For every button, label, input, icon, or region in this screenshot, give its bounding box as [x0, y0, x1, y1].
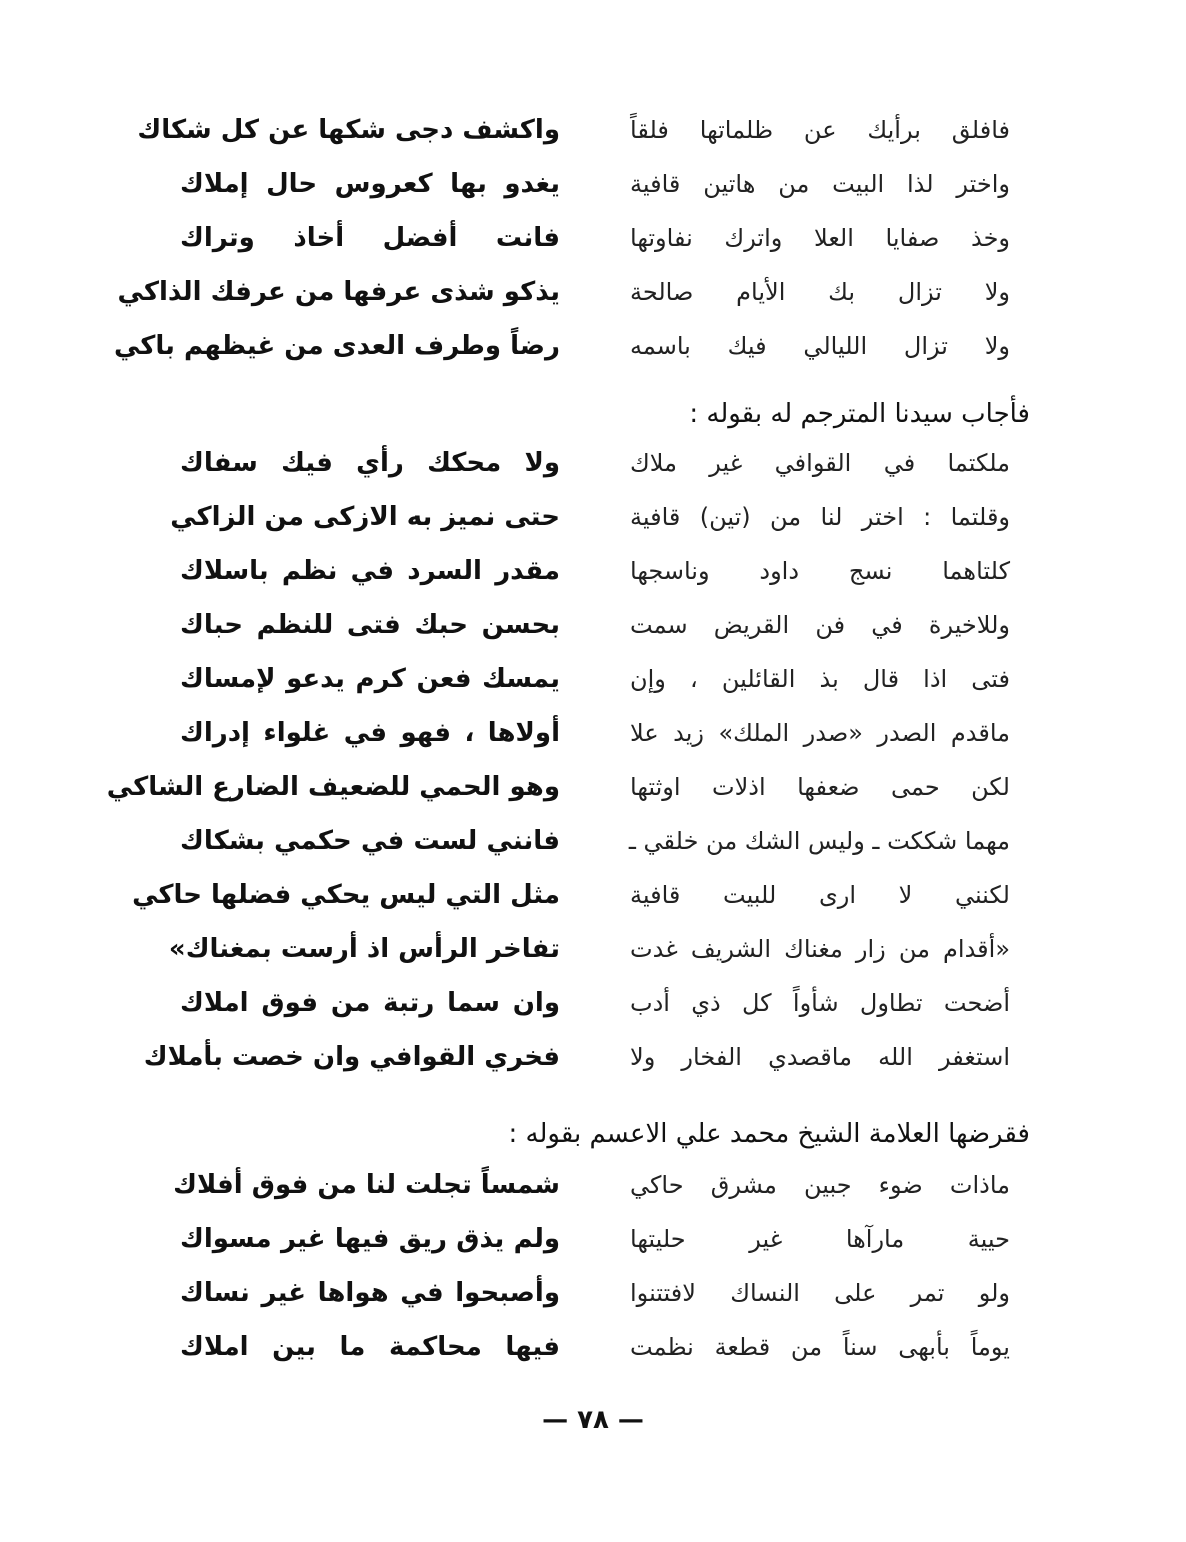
- verse-line: [180, 598, 1010, 652]
- verse-line: [180, 1266, 1010, 1320]
- verse-line: [137, 103, 1010, 157]
- first-hemistich: مهما شككت ـ وليس الشك من خلقي ـ: [628, 827, 1010, 855]
- first-hemistich: كلتاهما نسج داود وناسجها: [630, 557, 1010, 585]
- second-hemistich: شمساً تجلت لنا من فوق أفلاك: [173, 1170, 560, 1200]
- first-hemistich: حيية مارآها غير حليتها: [630, 1225, 1010, 1253]
- verse-line: [180, 814, 1010, 868]
- verse-line: [180, 157, 1010, 211]
- verse-line: [180, 211, 1010, 265]
- poem-stanza-3: [173, 1158, 1010, 1374]
- second-hemistich: فخري القوافي وان خصت بأملاك: [143, 1042, 560, 1072]
- first-hemistich: ولو تمر على النساك لافتتنوا: [630, 1279, 1010, 1307]
- verse-line: [173, 1158, 1010, 1212]
- first-hemistich: فافلق برأيك عن ظلماتها فلقاً: [630, 116, 1010, 144]
- poem-stanza-1: [113, 103, 1010, 373]
- first-hemistich: ولا تزال بك الأيام صالحة: [630, 278, 1010, 306]
- verse-line: [180, 976, 1010, 1030]
- first-hemistich: ماقدم الصدر «صدر الملك» زيد علا: [630, 719, 1010, 747]
- second-hemistich: بحسن حبك فتى للنظم حباك: [180, 610, 560, 640]
- second-hemistich: وأصبحوا في هواها غير نساك: [180, 1278, 560, 1308]
- first-hemistich: ملكتما في القوافي غير ملاك: [630, 449, 1010, 477]
- second-hemistich: وان سما رتبة من فوق املاك: [180, 988, 560, 1018]
- poem-stanza-2: [106, 436, 1010, 1084]
- first-hemistich: يوماً بأبهى سناً من قطعة نظمت: [630, 1333, 1010, 1361]
- second-hemistich: يمسك فعن كرم يدعو لإمساك: [180, 664, 560, 694]
- second-hemistich: أولاها ، فهو في غلواء إدراك: [180, 718, 560, 748]
- second-hemistich: يذكو شذى عرفها من عرفك الذاكي: [117, 277, 560, 307]
- first-hemistich: أضحت تطاول شأواً كل ذي أدب: [630, 989, 1010, 1017]
- first-hemistich: وخذ صفايا العلا واترك نفاوتها: [630, 224, 1010, 252]
- verse-line: [106, 760, 1010, 814]
- verse-line: [180, 1320, 1010, 1374]
- verse-line: [168, 922, 1010, 976]
- second-hemistich: مثل التي ليس يحكي فضلها حاكي: [132, 880, 560, 910]
- first-hemistich: لكنني لا ارى للبيت قافية: [630, 881, 1010, 909]
- second-hemistich: فيها محاكمة ما بين املاك: [180, 1332, 560, 1362]
- verse-line: [180, 436, 1010, 490]
- verse-line: [180, 544, 1010, 598]
- first-hemistich: ماذات ضوء جبين مشرق حاكي: [630, 1171, 1010, 1199]
- second-hemistich: فانني لست في حكمي بشكاك: [180, 826, 560, 856]
- second-hemistich: مقدر السرد في نظم باسلاك: [180, 556, 560, 586]
- verse-line: [180, 706, 1010, 760]
- verse-line: [117, 265, 1010, 319]
- first-hemistich: واختر لذا البيت من هاتين قافية: [630, 170, 1010, 198]
- second-hemistich: حتى نميز به الازكى من الزاكي: [170, 502, 560, 532]
- verse-line: [170, 490, 1010, 544]
- intro-line-1: فأجاب سيدنا المترجم له بقوله :: [689, 399, 1030, 429]
- first-hemistich: فتى اذا قال بذ القائلين ، وإن: [630, 665, 1010, 693]
- verse-line: [113, 319, 1010, 373]
- second-hemistich: وهو الحمي للضعيف الضارع الشاكي: [106, 772, 560, 802]
- first-hemistich: لكن حمى ضعفها اذلات اوثتها: [630, 773, 1010, 801]
- second-hemistich: فانت أفضل أخاذ وتراك: [180, 223, 560, 253]
- verse-line: [132, 868, 1010, 922]
- verse-line: [143, 1030, 1010, 1084]
- first-hemistich: «أقدام من زار مغناك الشريف غدت: [630, 935, 1010, 963]
- second-hemistich: ولم يذق ريق فيها غير مسواك: [180, 1224, 560, 1254]
- verse-line: [180, 652, 1010, 706]
- first-hemistich: ولا تزال الليالي فيك باسمه: [630, 332, 1010, 360]
- intro-line-2: فقرضها العلامة الشيخ محمد علي الاعسم بقوله :: [508, 1119, 1030, 1149]
- second-hemistich: رضاً وطرف العدى من غيظهم باكي: [113, 331, 560, 361]
- first-hemistich: استغفر الله ماقصدي الفخار ولا: [630, 1043, 1010, 1071]
- first-hemistich: وللاخيرة في فن القريض سمت: [630, 611, 1010, 639]
- second-hemistich: واكشف دجى شكها عن كل شكاك: [137, 115, 560, 145]
- second-hemistich: تفاخر الرأس اذ أرست بمغناك»: [168, 934, 560, 964]
- page-number: — ٧٨ —: [542, 1405, 644, 1435]
- verse-line: [180, 1212, 1010, 1266]
- second-hemistich: يغدو بها كعروس حال إملاك: [180, 169, 560, 199]
- second-hemistich: ولا محكك رأي فيك سفاك: [180, 448, 560, 478]
- first-hemistich: وقلتما : اختر لنا من (تين) قافية: [630, 503, 1010, 531]
